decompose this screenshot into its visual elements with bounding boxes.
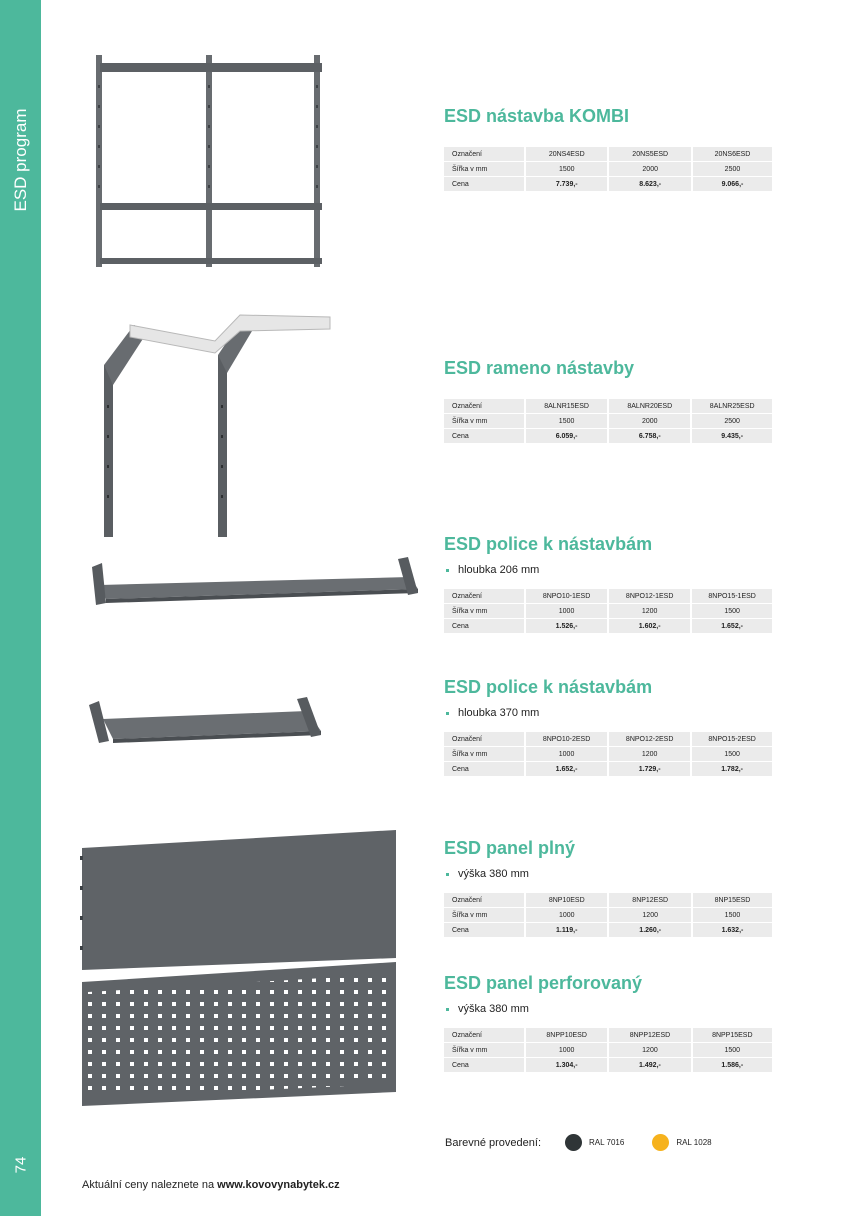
product-title: ESD police k nástavbám [444, 677, 653, 697]
spec-table [444, 893, 772, 938]
table-row: Cena 1.304,- 1.492,- 1.586,- [444, 1058, 772, 1073]
table-row: Cena 6.059,- 6.758,- 9.435,- [444, 429, 772, 444]
product-note: hloubka 206 mm [444, 564, 772, 576]
product-kombi [444, 106, 772, 192]
table-row: Šířka v mm 1000 1200 1500 [444, 1043, 772, 1058]
ral-1028-label: RAL 1028 [676, 1138, 712, 1147]
panels-image [78, 826, 400, 1108]
table-row: Označení 20NS4ESD 20NS5ESD 20NS6ESD [444, 147, 772, 162]
product-note: výška 380 mm [444, 1003, 772, 1015]
product-note: hloubka 370 mm [444, 707, 772, 719]
shelf-206-image [80, 555, 425, 615]
sidebar [0, 0, 41, 1216]
table-row: Šířka v mm 1000 1200 1500 [444, 908, 772, 923]
table-row: Označení 8NPP10ESD 8NPP12ESD 8NPP15ESD [444, 1028, 772, 1043]
website-link[interactable]: www.kovovynabytek.cz [217, 1179, 340, 1191]
product-title: ESD panel plný [444, 838, 576, 858]
table-row: Cena 7.739,- 8.623,- 9.066,- [444, 177, 772, 192]
product-title: ESD panel perforovaný [444, 973, 643, 993]
shelf-370-image [85, 695, 335, 750]
product-arm [444, 358, 772, 444]
product-note: výška 380 mm [444, 868, 772, 880]
product-panel-solid [444, 838, 772, 938]
product-panel-perforated [444, 973, 772, 1073]
ral-7016-label: RAL 7016 [589, 1138, 625, 1147]
table-row: Cena 1.526,- 1.602,- 1.652,- [444, 619, 772, 634]
table-row: Šířka v mm 1500 2000 2500 [444, 414, 772, 429]
product-shelf-206 [444, 534, 772, 634]
kombi-frame-image [82, 45, 342, 280]
color-legend [445, 1134, 740, 1151]
arm-image [100, 305, 335, 540]
table-row: Označení 8ALNR15ESD 8ALNR20ESD 8ALNR25ESD [444, 399, 772, 414]
page-number: 74 [12, 1156, 30, 1174]
spec-table [444, 732, 772, 777]
product-title: ESD nástavba KOMBI [444, 106, 630, 126]
legend-label: Barevné provedení: [445, 1136, 542, 1149]
table-row: Označení 8NP10ESD 8NP12ESD 8NP15ESD [444, 893, 772, 908]
product-shelf-370 [444, 677, 772, 777]
spec-table [444, 589, 772, 634]
table-row: Cena 1.652,- 1.729,- 1.782,- [444, 762, 772, 777]
spec-table [444, 1028, 772, 1073]
table-row: Šířka v mm 1000 1200 1500 [444, 747, 772, 762]
table-row: Cena 1.119,- 1.260,- 1.632,- [444, 923, 772, 938]
sidebar-title: ESD program [11, 108, 30, 212]
table-row: Označení 8NPO10-2ESD 8NPO12-2ESD 8NPO15-2ESD [444, 732, 772, 747]
table-row: Označení 8NPO10-1ESD 8NPO12-1ESD 8NPO15-1ESD [444, 589, 772, 604]
table-row: Šířka v mm 1000 1200 1500 [444, 604, 772, 619]
product-title: ESD police k nástavbám [444, 534, 653, 554]
footer: Aktuální ceny naleznete na www.kovovynabytek.cz [82, 1179, 340, 1191]
table-row: Šířka v mm 1500 2000 2500 [444, 162, 772, 177]
product-title: ESD rameno nástavby [444, 358, 635, 378]
spec-table [444, 147, 772, 192]
ral-7016-swatch [565, 1134, 582, 1151]
spec-table [444, 399, 772, 444]
ral-1028-swatch [652, 1134, 669, 1151]
